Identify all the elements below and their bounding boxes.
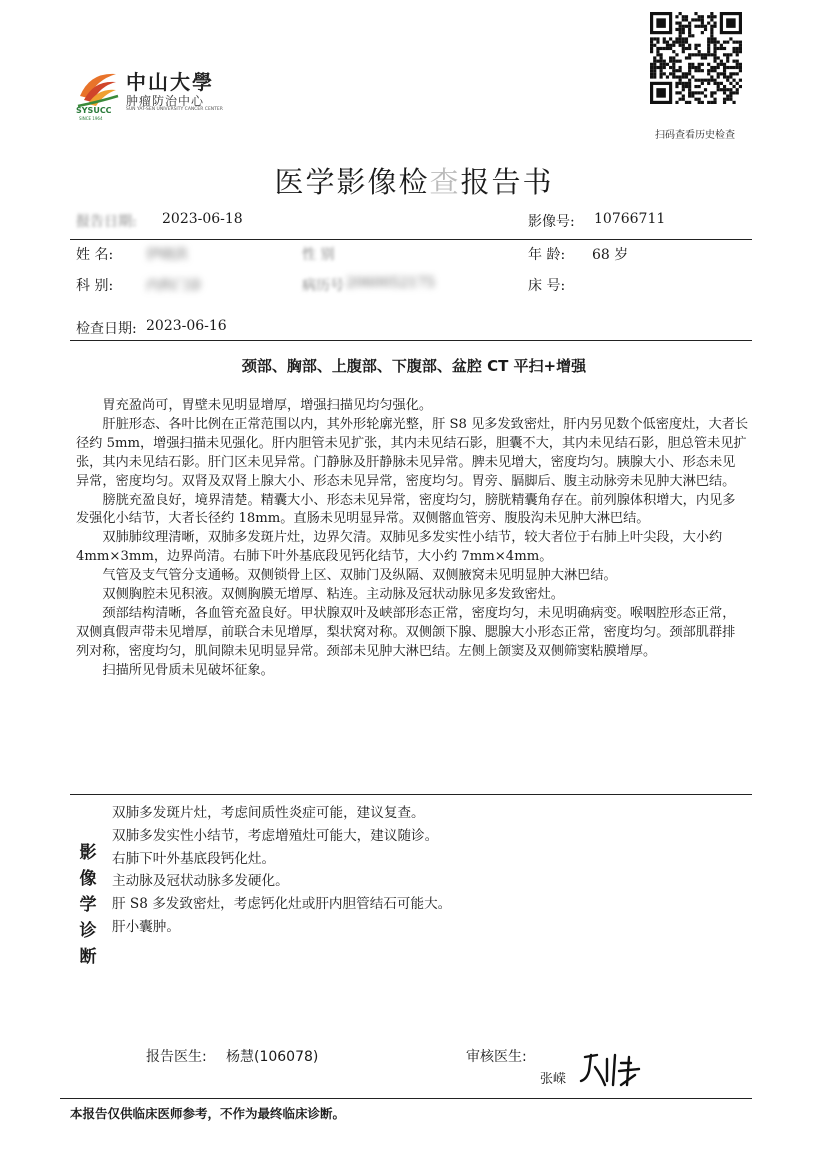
- review-doctor-name: 张嵘: [540, 1072, 567, 1087]
- review-doctor-label: 审核医生:: [466, 1049, 527, 1065]
- findings-paragraph: 肝脏形态、各叶比例在正常范围以内，其外形轮廓光整，肝 S8 见多发致密灶，肝内另见数个低密度灶，大者长径约 5mm，增强扫描未见强化。肝内胆管未见扩张，其内未见结石影，胆囊不大，其内未见结石影，胆总管未见扩张，其内未见结石影。肝门区未见异常。门静脉及肝静脉未见异常。脾未见增大，密度均匀。胰腺大小、形态未见异常，密度均匀。双肾及双肾上腺大小、形态未见异常，密度均匀。胃旁、膈脚后、腹主动脉旁未见肿大淋巴结。: [76, 416, 749, 489]
- logo-english-name: SUN YAT-SEN UNIVERSITY CANCER CENTER: [126, 107, 223, 112]
- page-title-faded-char: 查: [429, 165, 461, 199]
- age-label: 年 龄:: [528, 247, 566, 263]
- image-no-value: 10766711: [594, 211, 666, 227]
- findings-paragraph: 双侧胸腔未见积液。双侧胸膜无增厚、粘连。主动脉及冠状动脉见多发致密灶。: [102, 587, 564, 603]
- exam-date-value: 2023-06-16: [146, 318, 227, 334]
- info-divider: [70, 340, 752, 341]
- dept-label: 科 别:: [76, 278, 114, 294]
- footer-disclaimer: 本报告仅供临床医师参考，不作为最终临床诊断。: [70, 1106, 346, 1121]
- findings-paragraph: 气管及支气管分支通畅。双侧锁骨上区、双肺门及纵隔、双侧腋窝未见明显肿大淋巴结。: [102, 568, 617, 584]
- findings-paragraph: 胃充盈尚可，胃壁未见明显增厚，增强扫描见均匀强化。: [102, 398, 433, 413]
- findings-paragraph: 颈部结构清晰，各血管充盈良好。甲状腺双叶及峡部形态正常，密度均匀，未见明确病变。喉咽腔形态正常，双侧真假声带未见增厚，前联合未见增厚，梨状窝对称。双侧颌下腺、腮腺大小形态正常，密度均匀。颈部肌群排列对称，密度均匀，肌间隙未见明显异常。颈部未见肿大淋巴结。左侧上颌窦及双侧筛窦粘膜增厚。: [76, 605, 736, 659]
- exam-title: 颈部、胸部、上腹部、下腹部、盆腔 CT 平扫+增强: [241, 357, 587, 375]
- findings-paragraph: 膀胱充盈良好，境界清楚。精囊大小、形态未见异常，密度均匀，膀胱精囊角存在。前列腺体积增大，内见多发强化小结节，大者长径约 18mm。直肠未见明显异常。双侧髂血管旁、腹股沟未见肿大淋巴结。: [76, 492, 736, 527]
- report-doctor-name: 杨慧(106078): [226, 1049, 319, 1065]
- qr-caption: 扫码查看历史检查: [655, 130, 735, 141]
- age-value: 68 岁: [592, 247, 629, 263]
- impression-item: 双肺多发斑片灶，考虑间质性炎症可能，建议复查。: [112, 805, 425, 821]
- exam-date-label: 检查日期:: [76, 321, 137, 337]
- report-doctor-label: 报告医生:: [146, 1049, 207, 1065]
- impression-item: 右肺下叶外基底段钙化灶。: [112, 850, 276, 867]
- impression-label-char: 断: [79, 947, 97, 967]
- findings-divider: [70, 794, 752, 795]
- findings-section: [76, 397, 748, 681]
- page-title-part1: 医学影像检: [274, 165, 430, 199]
- logo-center-name: 肿瘤防治中心: [126, 94, 205, 108]
- sex-label: 性 别: [302, 247, 335, 263]
- findings-paragraph: 双肺肺纹理清晰，双肺多发斑片灶，边界欠清。双肺见多发实性小结节，较大者位于右肺上叶尖段，大小约 4mm×3mm，边界尚清。右肺下叶外基底段见钙化结节，大小约 7mm×4mm。: [76, 530, 723, 565]
- page-title: [0, 160, 828, 201]
- logo-abbreviation: SYSUCC: [76, 106, 112, 115]
- impression-item: 主动脉及冠状动脉多发硬化。: [112, 873, 289, 890]
- qr-code-icon[interactable]: [650, 12, 742, 104]
- report-date-label: 报告日期:: [76, 214, 137, 230]
- impression-label-char: 影: [79, 843, 97, 863]
- impression-section: [112, 802, 732, 939]
- handwritten-signature: [535, 1045, 655, 1095]
- image-no-label: 影像号:: [528, 214, 575, 230]
- bed-label: 床 号:: [528, 278, 566, 294]
- impression-item: 双肺多发实性小结节，考虑增殖灶可能大，建议随诊。: [112, 827, 439, 844]
- name-value: 伊晓洪: [146, 247, 188, 263]
- impression-item: 肝 S8 多发致密灶，考虑钙化灶或肝内胆管结石可能大。: [112, 896, 452, 913]
- hospital-logo: [76, 66, 226, 121]
- record-label: 病历号: [302, 278, 344, 294]
- findings-paragraph: 扫描所见骨质未见破坏征象。: [102, 662, 274, 678]
- impression-label-char: 学: [79, 895, 97, 915]
- header-divider: [70, 239, 752, 240]
- report-date-value: 2023-06-18: [162, 211, 243, 227]
- page-title-part2: 报告书: [460, 165, 554, 199]
- footer-divider: [60, 1098, 752, 1099]
- impression-label-char: 诊: [79, 921, 97, 941]
- impression-item: 肝小囊肿。: [112, 918, 180, 935]
- logo-since: SINCE 1964: [79, 116, 103, 121]
- hospital-emblem-icon: [76, 66, 120, 110]
- logo-university-name: 中山大學: [126, 70, 214, 94]
- dept-value: 内科门诊: [146, 278, 202, 294]
- name-label: 姓 名:: [76, 247, 114, 263]
- impression-label: [78, 840, 98, 970]
- record-value: 2060052175: [346, 275, 436, 291]
- impression-label-char: 像: [79, 869, 97, 889]
